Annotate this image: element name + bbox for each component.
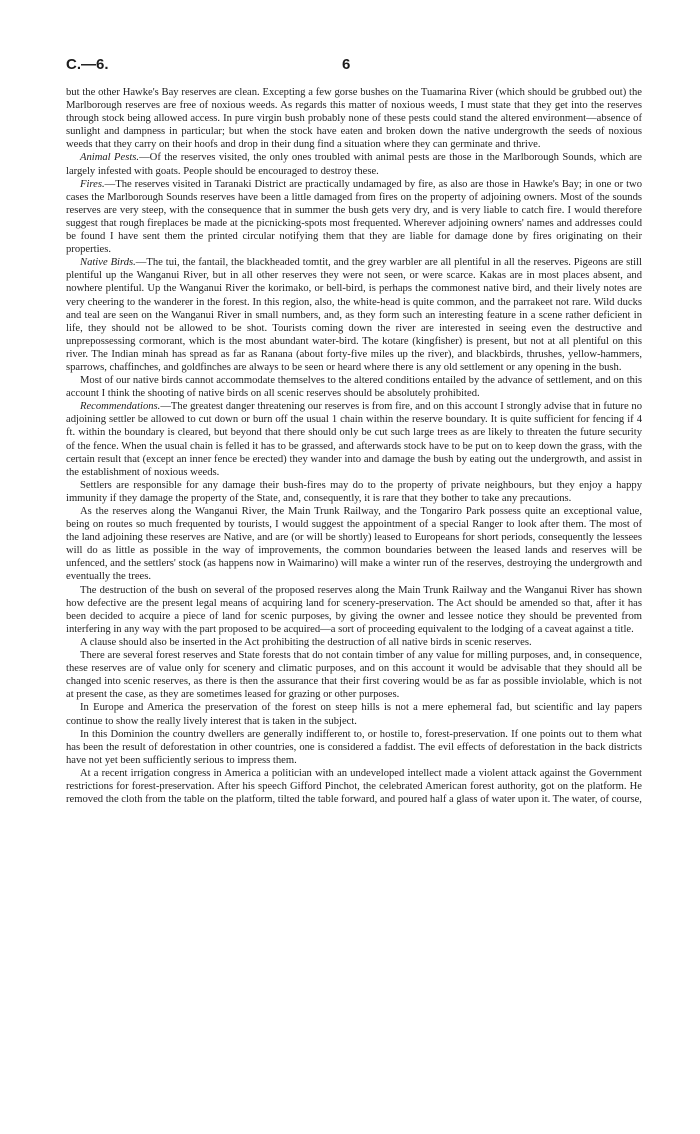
paragraph-europe-america: [66, 701, 642, 727]
paragraph-text: Settlers are responsible for any damage their bush-fires may do to the property of private neighbours, but they enjoy a happy immunity if they damage the property of the State, and, consequently, it is rare that they bother to take any precautions.: [66, 479, 642, 504]
body-text: [66, 86, 642, 806]
paragraph-text: The destruction of the bush on several of the proposed reserves along the Main Trunk Railway and the Wanganui River has shown how defective are the present legal means of acquiring land for scenery-preservation. The Act should be amended so that, after it has been decided to acquire a piece of land for scenic purposes, by giving the owner and lessee notice they should be prevented from interfering in any way with the part proposed to be acquired—a sort of proceeding equivalent to the lodging of a caveat against a title.: [66, 584, 642, 635]
paragraph-clause: [66, 636, 642, 649]
paragraph-text: —The tui, the fantail, the blackheaded tomtit, and the grey warbler are all plentiful in all the reserves. Pigeons are still plentiful up the Wanganui River, but in all other reserves they were not seen, or were scarce. Kakas are in most places absent, and nowhere plentiful. Up the Wanganui River the korimako, or bell-bird, is perhaps the commonest native bird, and their lively notes are very cheering to the wanderer in the forest. In this region, also, the white-head is quite common, and the parrakeet not rare. Wild ducks and teal are seen on the Wanganui River in small numbers, and, as they form such an interesting feature in a scene rather deficient in life, they should not be allowed to be shot. Tourists coming down the river are interested in seeing even the destructive and unprepossessing cormorant, which is the most abundant water-bird. The kotare (kingfisher) is present, but not at all plentiful on this river. The Indian minah has spread as far as Ranana (about forty-five miles up the river), and blackbirds, thrushes, yellow-hammers, sparrows, chaffinches, and goldfinches are always to be seen or heard where there is any old settlement or any opening in the bush.: [66, 257, 642, 373]
paragraph-text: —The greatest danger threatening our reserves is from fire, and on this account I strongly advise that in future no adjoining settler be allowed to cut down or burn off the usual 1 chain within the reserve boundary. It is quite sufficient for fencing if 4 ft. within the boundary is cleared, but beyond that there should only be cut such large trees as are likely to threaten the future security of the fence. When the usual chain is felled it has to be grassed, and afterwards stock have to be put on to keep down the grass, with the certain result that (except an inner fence be erected) they wander into and damage the bush by eating out the undergrowth, and assist in the establishment of noxious weeds.: [66, 401, 642, 478]
paragraph-birds-settlement: [66, 374, 642, 400]
paragraph-native-birds: [66, 256, 642, 374]
paragraph-text: —Of the reserves visited, the only ones troubled with animal pests are those in the Marlborough Sounds, which are largely infested with goats. People should be encouraged to destroy these.: [66, 152, 642, 177]
page-number: 6: [342, 56, 351, 73]
section-heading: Native Birds.: [80, 257, 136, 269]
section-heading: Recommendations.: [80, 401, 161, 413]
paragraph-text: As the reserves along the Wanganui River, the Main Trunk Railway, and the Tongariro Park possess quite an exceptional value, being on routes so much frequented by tourists, I would suggest the appointment of a special Ranger to look after them. The most of the land adjoining these reserves are Native, and are (or will be shortly) leased to Europeans for short periods, consequently the lessees will do as little as possible in the way of improvements, the common boundaries between the leased lands and reserves will be unfenced, and the settlers' stock (as happens now in Waimarino) will make a winter run of the reserves, destroying the undergrowth and eventually the trees.: [66, 506, 642, 583]
section-heading: Fires.: [80, 178, 105, 190]
section-heading: Animal Pests.: [80, 152, 140, 164]
page-header: [66, 56, 642, 86]
paragraph-text: Most of our native birds cannot accommodate themselves to the altered conditions entailed by the advance of settlement, and on this account I think the shooting of native birds on all scenic reserves should be absolutely prohibited.: [66, 375, 642, 400]
document-reference: C.—6.: [66, 56, 109, 73]
paragraph-weeds-continued: [66, 86, 642, 151]
paragraph-text: In this Dominion the country dwellers are generally indifferent to, or hostile to, forest-preservation. If one points out to them what has been the result of deforestation in other countries, one is considered a faddist. The evil effects of deforestation in the back districts have not yet been sufficiently serious to impress them.: [66, 728, 642, 766]
paragraph-ranger: [66, 505, 642, 584]
paragraph-text: At a recent irrigation congress in America a politician with an undeveloped intellect made a violent attack against the Government restrictions for forest-preservation. After his speech Gifford Pinchot, the celebrated American forest authority, got on the platform. He removed the cloth from the table on the platform, tilted the table forward, and poured half a glass of water upon it. The water, of course,: [66, 767, 642, 806]
paragraph-settlers: [66, 479, 642, 505]
paragraph-text: In Europe and America the preservation of the forest on steep hills is not a mere ephemeral fad, but scientific and lay papers continue to show the really lively interest that is taken in the subject.: [66, 702, 642, 727]
paragraph-recommendations: [66, 400, 642, 479]
paragraph-forest-reserves: [66, 649, 642, 701]
paragraph-animal-pests: [66, 151, 642, 177]
paragraph-fires: [66, 178, 642, 257]
paragraph-text: A clause should also be inserted in the Act prohibiting the destruction of all native birds in scenic reserves.: [80, 636, 532, 648]
paragraph-text: —The reserves visited in Taranaki District are practically undamaged by fire, as also are those in Hawke's Bay; in one or two cases the Marlborough Sounds reserves have been a little damaged from fires on the property of adjoining owners. Most of the sounds reserves are very steep, with the consequence that in summer the bush gets very dry, and is very liable to catch fire. I would therefore suggest that rough fireplaces be made at the picnicking-spots most frequented. Wherever adjoining owners' names and addresses could be found I have sent them the printed circular notifying them that they are liable for damage done by fires originating on their properties.: [66, 178, 642, 256]
paragraph-dominion: [66, 728, 642, 767]
paragraph-text: but the other Hawke's Bay reserves are clean. Excepting a few gorse bushes on the Tuamarina River (which should be grubbed out) the Marlborough reserves are free of noxious weeds. As regards this matter of noxious weeds, I must state that they get into the reserves through stock being allowed access. In pure virgin bush probably none of these pests could stand the altered environment—absence of sunlight and dampness in particular; but when the stock have eaten and broken down the native undergrowth the seeds of noxious weeds that they carry on their hoofs and drop in their dung find a situation where they can germinate and thrive.: [66, 87, 642, 151]
paragraph-destruction: [66, 584, 642, 636]
paragraph-text: There are several forest reserves and State forests that do not contain timber of any value for milling purposes, and, in consequence, these reserves are of value only for scenery and climatic purposes, and on this account it would be advisable that they should all be changed into scenic reserves, as there is then the assurance that their first covering would be as far as possible inviolable, which is not at present the case, as they are sometimes leased for grazing or other purposes.: [66, 650, 642, 701]
paragraph-irrigation-congress: [66, 767, 642, 806]
